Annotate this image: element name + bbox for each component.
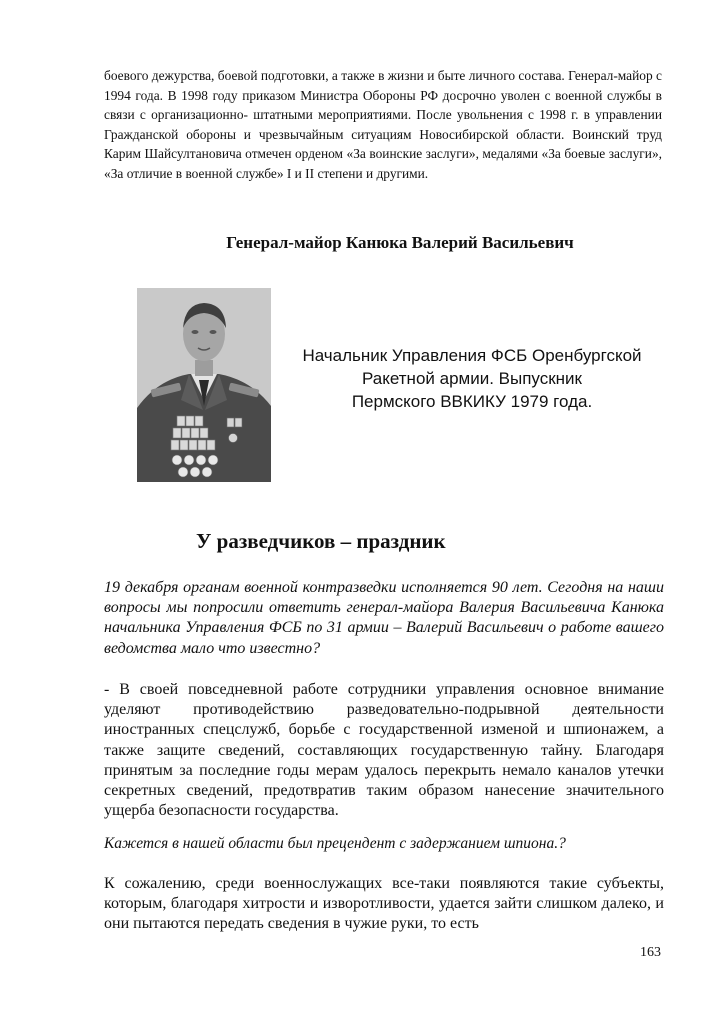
- caption-line: Начальник Управления ФСБ Оренбургской: [302, 346, 642, 365]
- article-title: У разведчиков – праздник: [196, 529, 446, 553]
- portrait-photo: [137, 288, 271, 482]
- intro-paragraph: боевого дежурства, боевой подготовки, а также в жизни и быте личного состава. Генерал-майор с 1994 года. В 1998 году приказом Министра Обороны РФ досрочно уволен с военной службы в связи с организационно- штатными мероприятиями. После увольнения с 1998 г. в управлении Гражданской обороны и чрезвычайным ситуациям Новосибирской области. Воинский труд Карим Шайсултановича отмечен орденом «За воинские заслуги», медалями «За боевые заслуги», «За отличие в военной службе» I и II степени и другими.: [104, 68, 662, 181]
- portrait-caption: [282, 344, 662, 413]
- interview-answer-2: К сожалению, среди военнослужащих все-таки появляются такие субъекты, которым, благодаря хитрости и изворотливости, удается зайти слишком далеко, и они пытаются передать сведения в чужие руки, то есть: [104, 875, 664, 933]
- interview-question-1: 19 декабря органам военной контразведки исполняется 90 лет. Сегодня на наши вопросы мы попросили ответить генерал-майора Валерия Васильевича Канюка начальника Управления ФСБ по 31 армии – Валерий Васильевич о работе вашего ведомства мало что известно?: [104, 579, 664, 657]
- profile-heading: Генерал-майор Канюка Валерий Васильевич: [226, 233, 574, 252]
- caption-line: Пермского ВВКИКУ 1979 года.: [351, 392, 593, 411]
- interview-answer-1: - В своей повседневной работе сотрудники управления основное внимание уделяют противодействию разведовательно-подрывной деятельности иностранных спецслужб, борьбе с государственной изменой и шпионажем, а также защите сведений, составляющих государственную тайну. Благодаря принятым за последние годы мерам удалось перекрыть немало каналов утечки секретных сведений, предотвратив таким образом нанесение значительного ущерба безопасности государства.: [104, 681, 664, 820]
- page-number: 163: [640, 945, 661, 960]
- interview-question-2: Кажется в нашей области был прецендент с задержанием шпиона.?: [104, 835, 566, 852]
- caption-line: Ракетной армии. Выпускник: [362, 369, 582, 388]
